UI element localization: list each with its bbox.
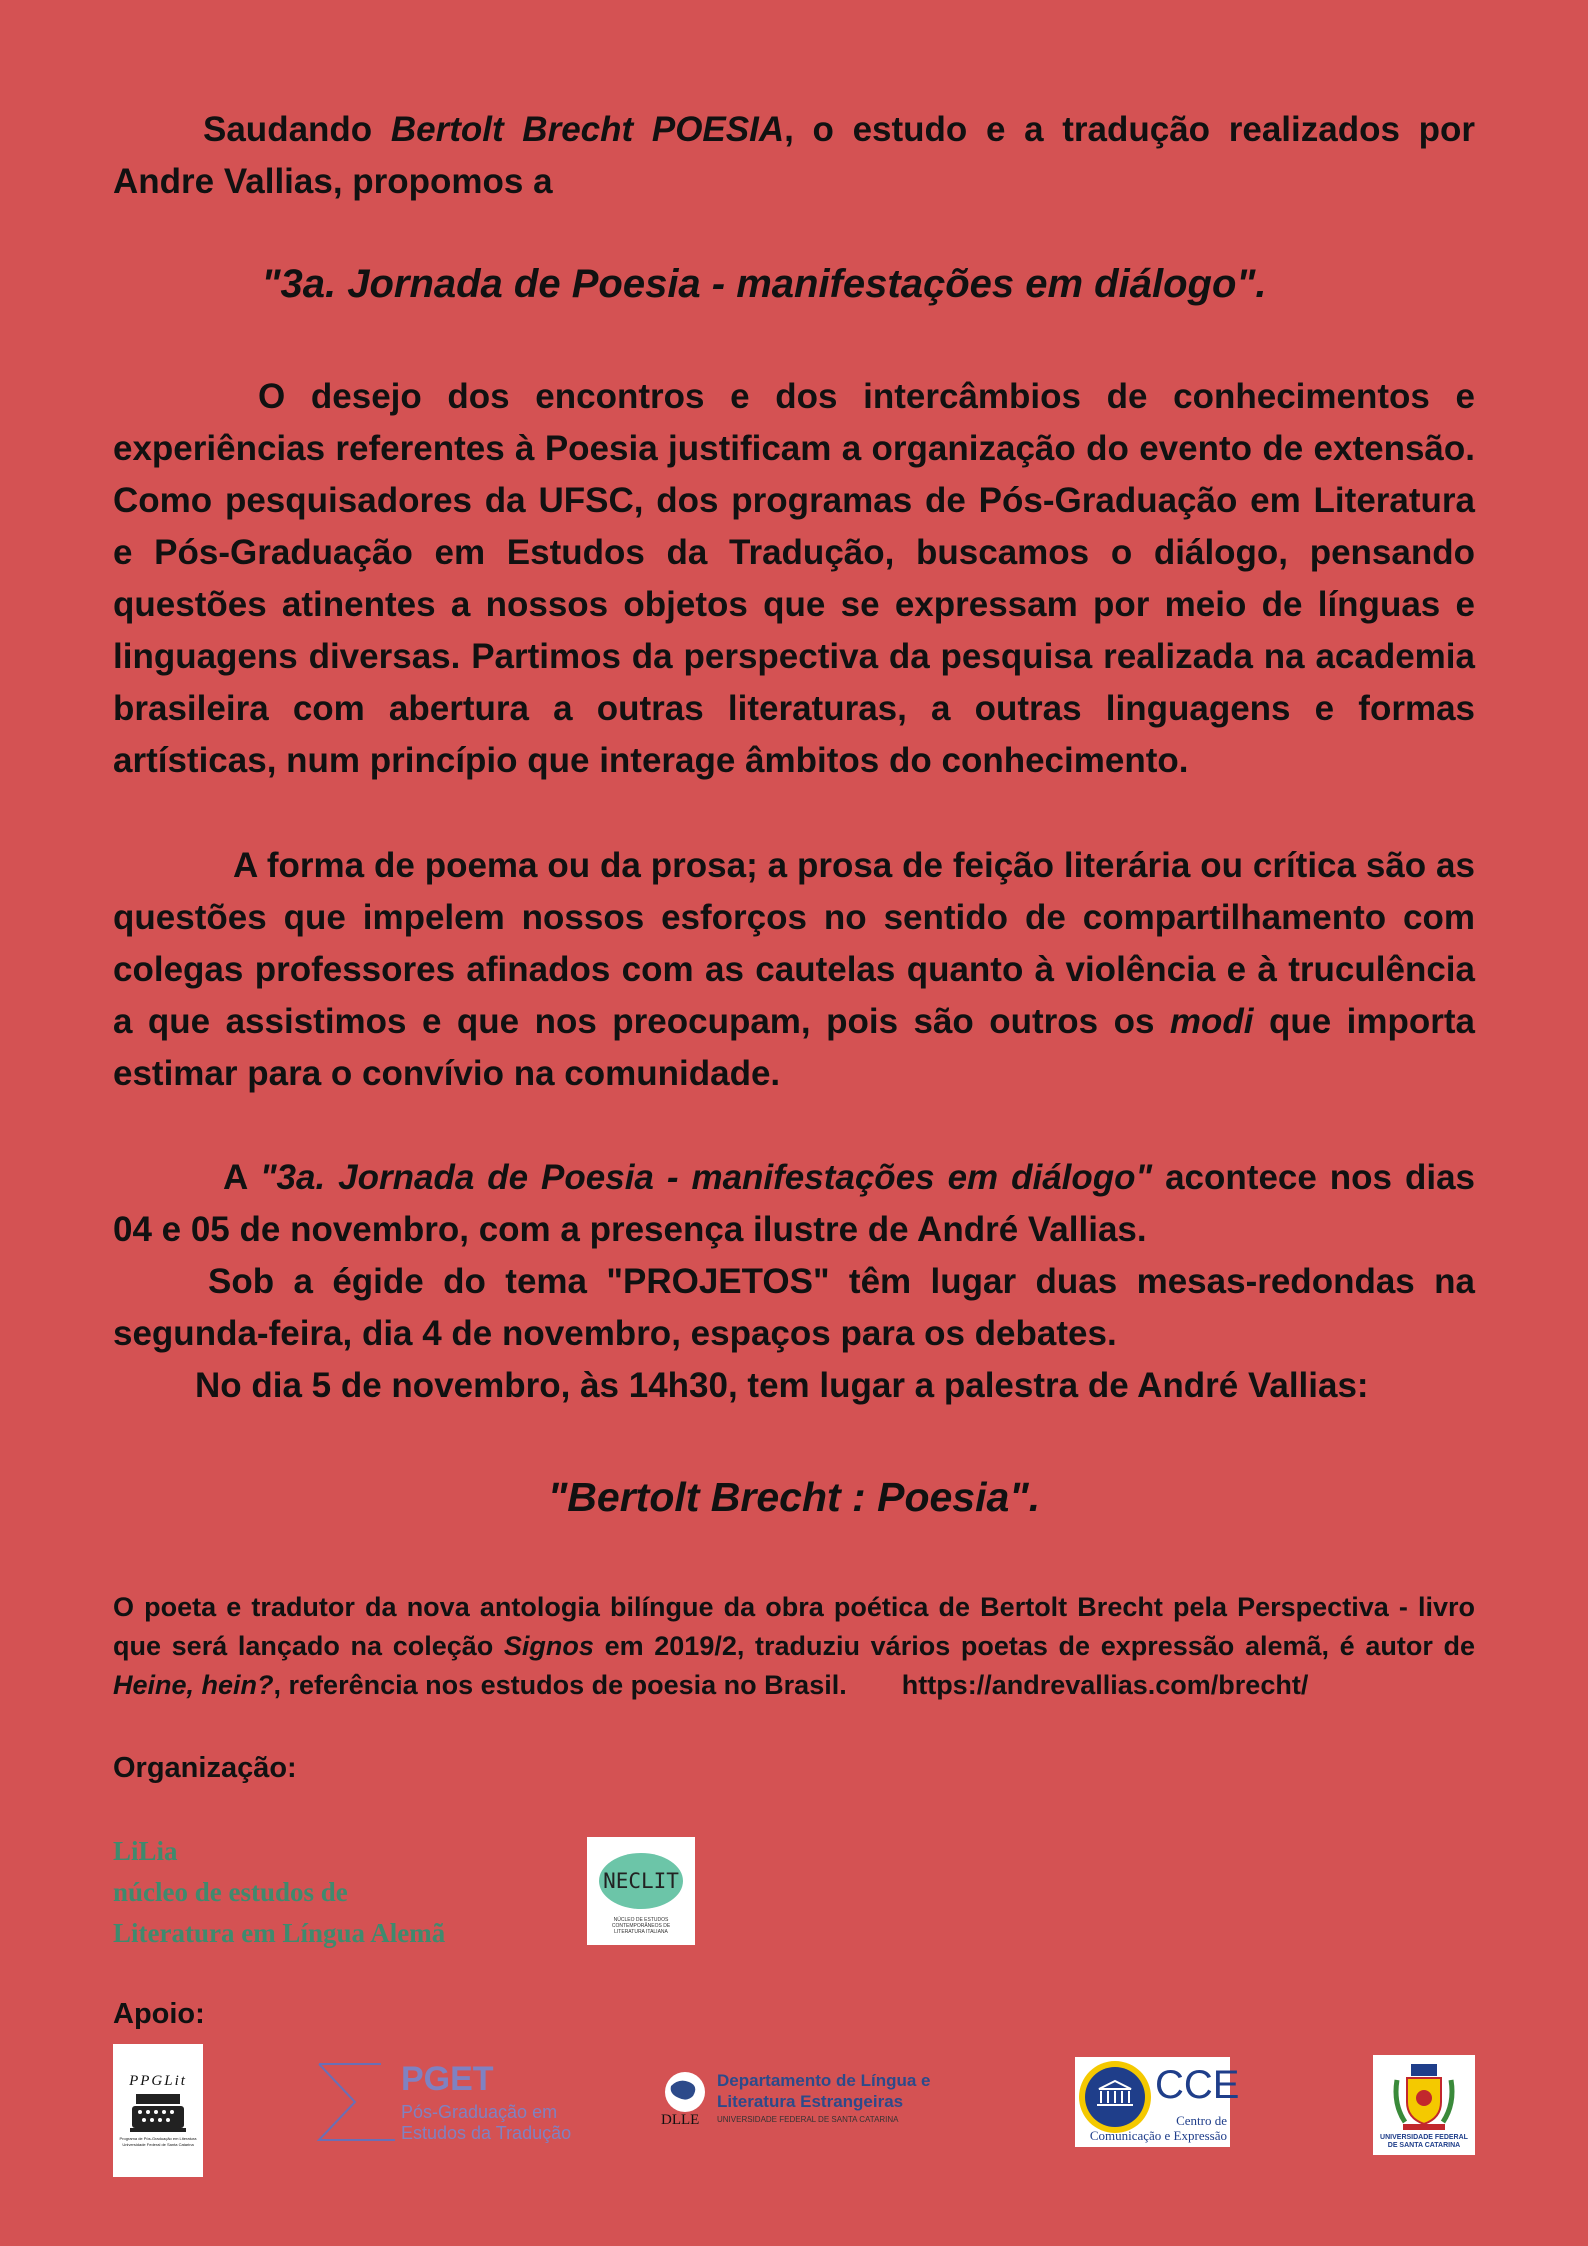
paragraph-form-text-3: que importa estimar para o convívio na comunidade.: [113, 1002, 1475, 1093]
pget-sigma-icon: [315, 2060, 399, 2144]
pget-logo: [315, 2060, 585, 2144]
paragraph-dates-text-3: acontece nos dias 04 e 05 de novembro, com a presença ilustre de André Vallias.: [113, 1158, 1475, 1249]
cce-line-1: Centro de: [1176, 2113, 1227, 2128]
ufsc-line-2: DE SANTA CATARINA: [1387, 2142, 1461, 2149]
bio-heine: Heine, hein?: [113, 1670, 274, 1700]
paragraph-form: [113, 840, 1475, 1100]
support-label: Apoio:: [113, 1998, 205, 2030]
lilia-line-3: Literatura em Língua Alemã: [113, 1918, 446, 1948]
typewriter-icon: [128, 2090, 188, 2136]
paragraph-lecture: No dia 5 de novembro, às 14h30, tem lugar a palestra de André Vallias:: [195, 1366, 1369, 1405]
neclit-subtitle: NÚCLEO DE ESTUDOS CONTEMPORÂNEOS DE LITERATURA ITALIANA: [611, 1917, 671, 1935]
pget-wordmark: PGET: [401, 2060, 494, 2098]
ppglit-subtitle: Programa de Pós-Graduação em Literatura: [119, 2136, 197, 2141]
neclit-wordmark: NECLIT: [603, 1869, 679, 1893]
cce-line-2: Comunicação e Expressão: [1089, 2128, 1227, 2143]
pget-subtitle-1: Pós-Graduação em: [401, 2102, 558, 2122]
ppglit-logo: [113, 2044, 203, 2177]
lecture-title: "Bertolt Brecht : Poesia".: [547, 1474, 1041, 1520]
pget-subtitle-2: Estudos da Tradução: [401, 2123, 572, 2143]
paragraph-dates: [113, 1152, 1475, 1256]
paragraph-dates-title: "3a. Jornada de Poesia - manifestações em diálogo": [259, 1158, 1153, 1197]
dlle-abbreviation: DLLE: [661, 2112, 700, 2128]
intro-book-title: Bertolt Brecht POESIA: [390, 110, 785, 149]
bio-text-5: , referência nos estudos de poesia no Brasil.: [273, 1670, 847, 1700]
organization-label: Organização:: [113, 1752, 297, 1784]
event-title: "3a. Jornada de Poesia - manifestações em diálogo".: [261, 262, 1267, 306]
ppglit-wordmark: PPGLit: [129, 2073, 187, 2089]
dlle-line-3: UNIVERSIDADE FEDERAL DE SANTA CATARINA: [717, 2115, 899, 2124]
intro-text-3: , o estudo e a tradução realizados por Andre Vallias, propomos a: [113, 110, 1475, 201]
speaker-bio: [113, 1588, 1475, 1705]
cce-logo: [1075, 2057, 1240, 2147]
paragraph-dates-text-1: A: [223, 1158, 260, 1197]
lilia-logo: [113, 1831, 445, 1954]
paragraph-form-text-1: A forma de poema ou da prosa; a prosa de feição literária ou crítica são as questões que impelem nossos esforços no sentido de compartilhamento com colegas professores afinados com as cautelas quanto à violência e à truculência a que assistimos e que nos preocupam, pois são outros os: [113, 846, 1475, 1041]
globe-icon: [659, 2070, 711, 2114]
ufsc-line-1: UNIVERSIDADE FEDERAL: [1380, 2134, 1468, 2141]
bio-text-3: em 2019/2, traduziu vários poetas de expressão alemã, é autor de: [593, 1631, 1475, 1661]
intro-text-1: Saudando: [203, 110, 391, 149]
ufsc-logo: [1373, 2055, 1475, 2155]
bio-link[interactable]: https://andrevallias.com/brecht/: [901, 1670, 1309, 1700]
bio-text-1: O poeta e tradutor da nova antologia bilíngue da obra poética de Bertolt Brecht pela Perspectiva - livro que será lançado na coleção: [113, 1592, 1475, 1661]
cce-building-icon: [1077, 2059, 1153, 2135]
bio-signos: Signos: [503, 1631, 594, 1661]
ufsc-coat-of-arms-icon: [1389, 2060, 1459, 2134]
paragraph-form-modi: modi: [1169, 1002, 1254, 1041]
intro-paragraph: [113, 104, 1475, 208]
neclit-splash-icon: [593, 1847, 689, 1917]
cce-wordmark: CCE: [1155, 2063, 1240, 2107]
lilia-line-2: núcleo de estudos de: [113, 1877, 348, 1907]
paragraph-projects: Sob a égide do tema "PROJETOS" têm lugar duas mesas-redondas na segunda-feira, dia 4 de novembro, espaços para os debates.: [113, 1262, 1475, 1353]
dlle-line-1: Departamento de Língua e: [717, 2071, 931, 2090]
dlle-logo: [659, 2070, 959, 2132]
dlle-line-2: Literatura Estrangeiras: [717, 2092, 904, 2111]
lilia-line-1: LiLia: [113, 1836, 178, 1866]
paragraph-desire: O desejo dos encontros e dos intercâmbios de conhecimentos e experiências referentes à Poesia justificam a organização do evento de extensão. Como pesquisadores da UFSC, dos programas de Pós-Graduação em Literatura e Pós-Graduação em Estudos da Tradução, buscamos o diálogo, pensando questões atinentes a nossos objetos que se expressam por meio de línguas e linguagens diversas. Partimos da perspectiva da pesquisa realizada na academia brasileira com abertura a outras literaturas, a outras linguagens e formas artísticas, num princípio que interage âmbitos do conhecimento.: [113, 377, 1475, 780]
neclit-logo: [587, 1837, 695, 1945]
ppglit-subtitle-2: Universidade Federal de Santa Catarina: [122, 2142, 194, 2147]
